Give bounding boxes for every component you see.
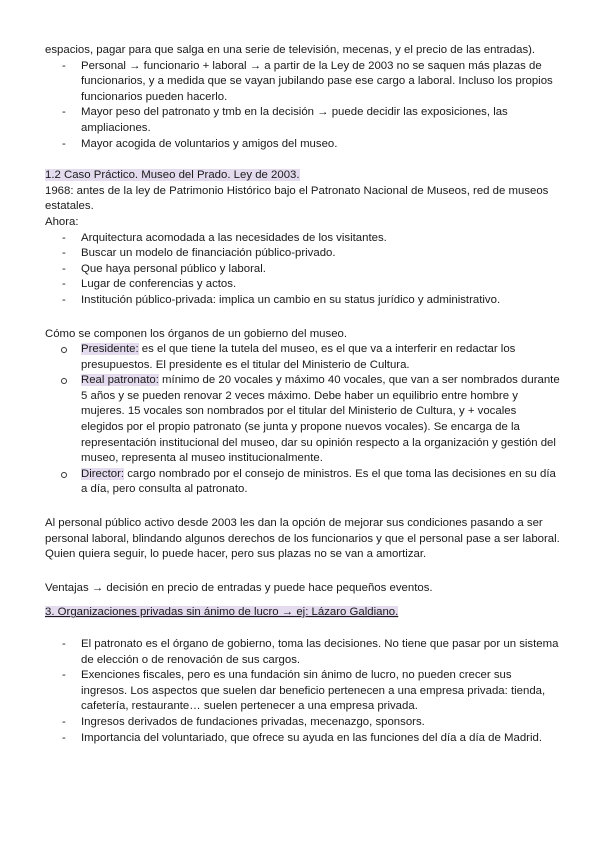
personal-paragraph: Al personal público activo desde 2003 les dan la opción de mejorar sus condiciones pasando a ser personal laboral, blindando algunos derechos de los funcionarios y que el personal pase a ser laboral. Quien quiera seguir, lo puede hacer, pero sus plazas no se van a amortizar. [45, 517, 560, 561]
organo-director [45, 467, 560, 498]
list-item: - Que haya personal público y laboral. [45, 262, 560, 278]
list-item: - Exenciones fiscales, pero es una fundación sin ánimo de lucro, no pueden crecer sus ingresos. Los aspectos que suelen dar beneficio pertenecen a una empresa privada: tienda, cafetería, restaurante… suelen pertenecer a una empresa privada. [45, 668, 560, 715]
presidente-text: es el que tiene la tutela del museo, es el que va a interferir en redactar los presupuestos. El presidente es el titular del Ministerio de Cultura. [81, 343, 516, 371]
term-real-patronato: Real patronato: [81, 374, 159, 387]
paragraph-1968: 1968: antes de la ley de Patrimonio Histórico bajo el Patronato Nacional de Museos, red de museos estatales. [45, 184, 549, 213]
list-item: - Ingresos derivados de fundaciones privadas, mecenazgo, sponsors. [45, 715, 560, 731]
list-item: - El patronato es el órgano de gobierno, toma las decisiones. No tiene que pasar por un sistema de elección o de renovación de sus cargos. [45, 637, 560, 668]
organos-list [45, 342, 560, 498]
list-item: - Mayor peso del patronato y tmb en la decisión → puede decidir las exposiciones, las ampliaciones. [45, 105, 560, 136]
section-heading-3: 3. Organizaciones privadas sin ánimo de lucro → ej: Lázaro Galdiano. [45, 606, 399, 619]
organo-presidente [45, 342, 560, 373]
list-item: - Importancia del voluntariado, que ofrece su ayuda en las funciones del día a día de Madrid. [45, 731, 560, 747]
section-3-list [45, 637, 560, 746]
list-item: - Personal → funcionario + laboral → a partir de la Ley de 2003 no se saquen más plazas de funcionarios, y a medida que se vayan jubilando pase ese cargo a laboral. Incluso los propios funcionarios pueden hacerlo. [45, 59, 560, 106]
intro-list [45, 59, 560, 153]
list-item: - Buscar un modelo de financiación público-privado. [45, 246, 560, 262]
real-patronato-text: mínimo de 20 vocales y máximo 40 vocales, que van a ser nombrados durante 5 años y se pueden renovar 2 veces máximo. Debe haber un equilibrio entre hombre y mujeres. 15 vocales son nombrados por el titular del Ministerio de Cultura, y + vocales elegidos por el propio patronato (se junta y propone nuevos vocales). Se encarga de la representación institucional del museo, dar su opinión respecto a la organización y gestión del museo, representa al museo institucionalmente. [81, 374, 560, 465]
section-heading-1-2: 1.2 Caso Práctico. Museo del Prado. Ley de 2003. [45, 169, 300, 182]
term-presidente: Presidente: [81, 343, 139, 356]
ventajas-paragraph: Ventajas → decisión en precio de entradas y puede hace pequeños eventos. [45, 581, 433, 594]
list-item: - Arquitectura acomodada a las necesidades de los visitantes. [45, 231, 560, 247]
document-page [45, 43, 560, 746]
director-text: cargo nombrado por el consejo de ministros. Es el que toma las decisiones en su día a día, pero consulta al patronato. [81, 467, 556, 496]
organos-intro: Cómo se componen los órganos de un gobierno del museo. [45, 327, 348, 340]
list-item: - Institución público-privada: implica un cambio en su status jurídico y administrativo. [45, 293, 560, 309]
term-director: Director: [81, 467, 125, 480]
ahora-label: Ahora: [45, 215, 79, 228]
intro-continuation: espacios, pagar para que salga en una serie de televisión, mecenas, y el precio de las entradas). [45, 44, 536, 56]
ahora-list [45, 231, 560, 309]
list-item: - Mayor acogida de voluntarios y amigos del museo. [45, 137, 560, 153]
organo-real-patronato [45, 373, 560, 467]
list-item: - Lugar de conferencias y actos. [45, 277, 560, 293]
